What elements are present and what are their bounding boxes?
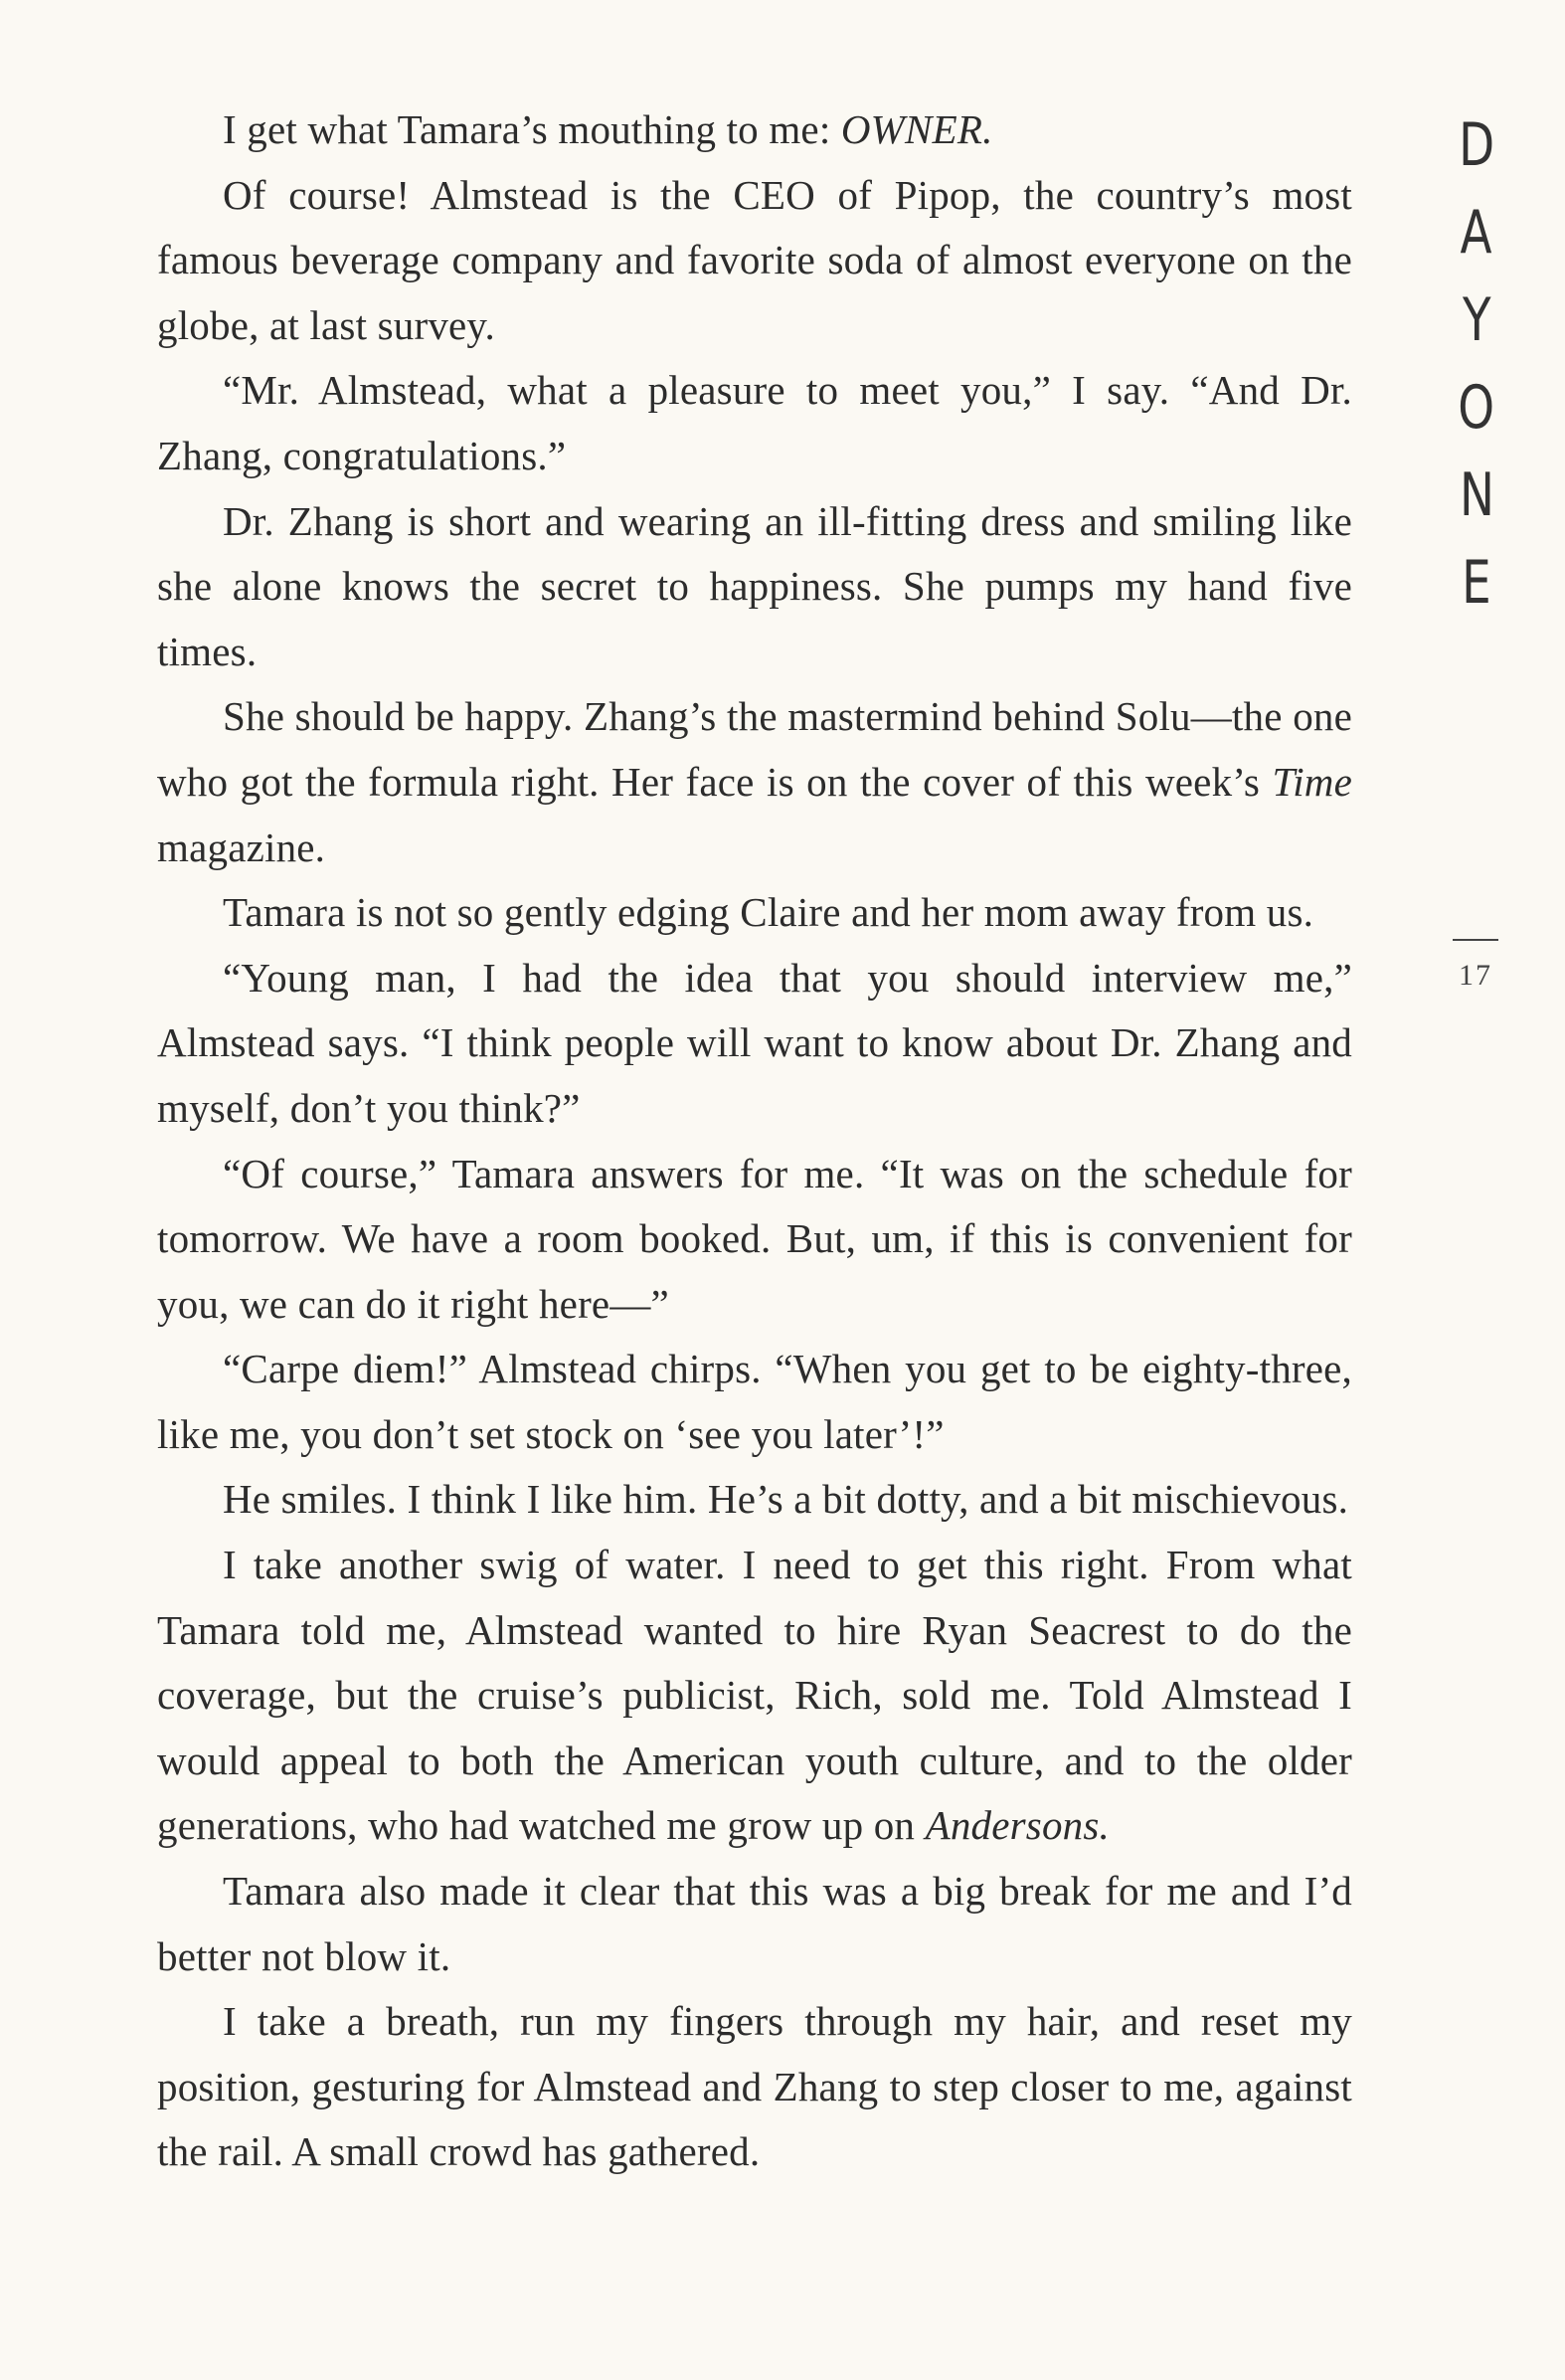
paragraph-11: I take another swig of water. I need to get this right. From what Tamara told me, Almstead wanted to hire Ryan Seacrest to do the coverage, but the cruise’s publicist, Rich, sold me. Told Almstead I would appeal to both the American youth culture, and to the older generations, who had watched me grow up on Andersons. — [157, 1542, 1352, 1849]
paragraph-9: “Carpe diem!” Almstead chirps. “When you get to be eighty-three, like me, you don’t set stock on ‘see you later’!” — [157, 1346, 1352, 1457]
running-head-letter: N — [1459, 460, 1494, 530]
paragraph-1: I get what Tamara’s mouthing to me: OWNER. — [223, 106, 993, 152]
paragraph-10: He smiles. I think I like him. He’s a bit dotty, and a bit mischievous. — [223, 1476, 1349, 1523]
running-head-letter: Y — [1462, 285, 1491, 355]
paragraph-6: Tamara is not so gently edging Claire and her mom away from us. — [223, 889, 1314, 936]
paragraph-12: Tamara also made it clear that this was a big break for me and I’d better not blow it. — [157, 1868, 1352, 1979]
paragraph-4: Dr. Zhang is short and wearing an ill-fitting dress and smiling like she alone knows the secret to happiness. She pumps my hand five times. — [157, 497, 1352, 674]
paragraph-8: “Of course,” Tamara answers for me. “It was on the schedule for tomorrow. We have a room booked. But, um, if this is convenient for you, we can do it right here—” — [157, 1150, 1352, 1327]
running-head-letter: E — [1462, 548, 1491, 618]
page-number: 17 — [1459, 959, 1492, 992]
running-head — [1432, 101, 1521, 627]
paragraph-3: “Mr. Almstead, what a pleasure to meet you,” I say. “And Dr. Zhang, congratulations.” — [157, 367, 1352, 478]
running-head-letter: O — [1458, 373, 1495, 443]
paragraph-7: “Young man, I had the idea that you should interview me,” Almstead says. “I think people will want to know about Dr. Zhang and myself, don’t you think?” — [157, 954, 1352, 1131]
running-head-letter: A — [1460, 198, 1493, 268]
paragraph-13: I take a breath, run my fingers through my hair, and reset my position, gesturing for Almstead and Zhang to step closer to me, against the rail. A small crowd has gathered. — [157, 1998, 1352, 2175]
body-text — [157, 97, 1352, 2185]
folio — [1436, 939, 1515, 993]
paragraph-2: Of course! Almstead is the CEO of Pipop, the country’s most famous beverage company and favorite soda of almost everyone on the globe, at last survey. — [157, 171, 1352, 348]
paragraph-5: She should be happy. Zhang’s the mastermind behind Solu—the one who got the formula right. Her face is on the cover of this week’s Time magazine. — [157, 693, 1352, 870]
folio-rule — [1453, 939, 1498, 941]
running-head-letter: D — [1458, 110, 1495, 180]
